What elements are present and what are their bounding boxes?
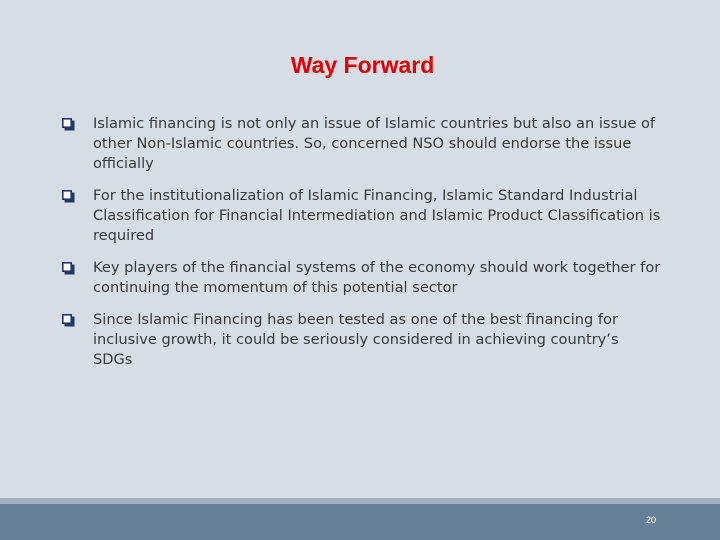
page-number: 20: [645, 515, 656, 525]
bullet-item: [62, 186, 662, 246]
checkbox-square-icon: [62, 314, 75, 327]
bullet-text: Islamic financing is not only an issue of Islamic countries but also an issue of other Non-Islamic countries. So, concerned NSO should endorse the issue officially: [93, 115, 656, 172]
checkbox-square-icon: [62, 262, 75, 275]
bullet-item: [62, 114, 662, 174]
bullet-item: [62, 310, 662, 370]
bullet-item: [62, 258, 662, 298]
checkbox-square-icon: [62, 118, 75, 131]
footer-bar: [0, 504, 720, 540]
slide-title: Way Forward: [290, 52, 435, 78]
bullet-text: For the institutionalization of Islamic Financing, Islamic Standard Industrial Classification for Financial Intermediation and Islamic Product Classification is required: [93, 187, 661, 244]
bullet-text: Since Islamic Financing has been tested as one of the best financing for inclusive growth, it could be seriously considered in achieving country’s SDGs: [93, 311, 619, 368]
checkbox-square-icon: [62, 190, 75, 203]
bullet-text: Key players of the financial systems of the economy should work together for continuing the momentum of this potential sector: [93, 259, 661, 296]
bullet-list: [62, 114, 662, 382]
